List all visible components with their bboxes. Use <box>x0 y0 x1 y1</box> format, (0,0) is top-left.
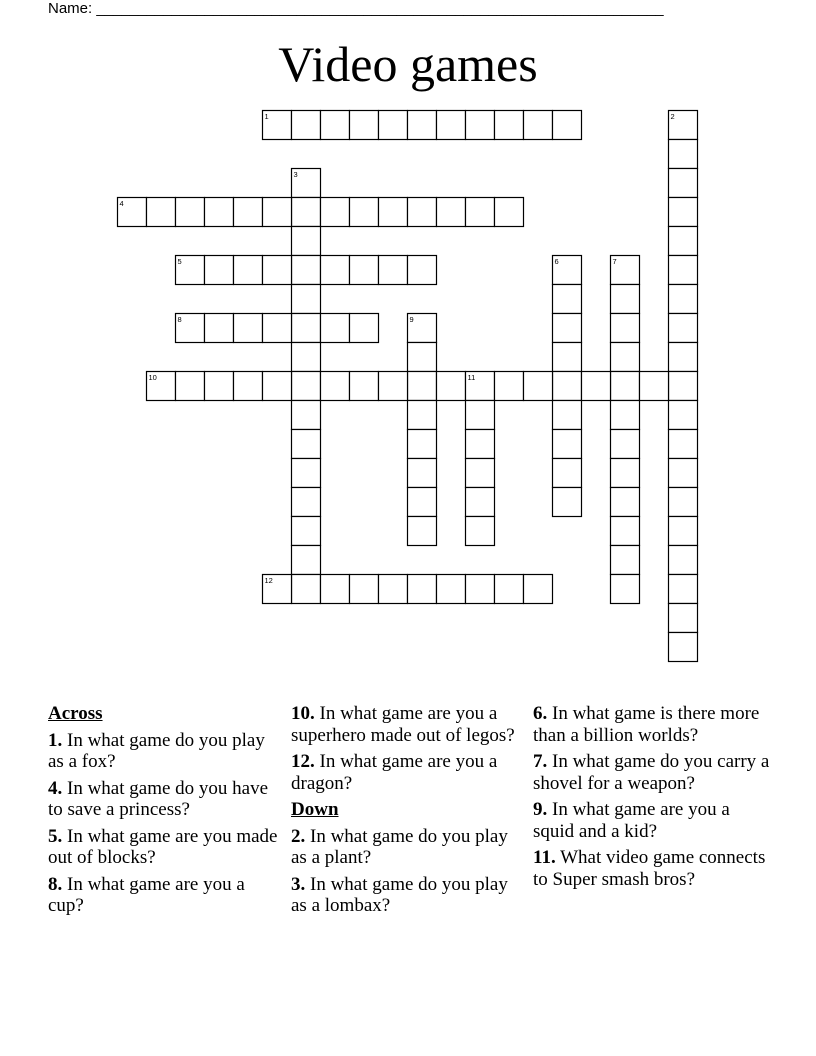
clue-across-12 <box>291 751 526 794</box>
grid-cell[interactable] <box>408 401 437 430</box>
cell-number: 3 <box>293 170 298 179</box>
grid-cell[interactable] <box>292 314 321 343</box>
grid-cell[interactable] <box>611 517 640 546</box>
grid-cell[interactable] <box>669 459 698 488</box>
grid-cell[interactable] <box>553 111 582 140</box>
clue-column-1 <box>48 703 283 922</box>
grid-cell[interactable] <box>466 401 495 430</box>
grid-cell[interactable] <box>147 198 176 227</box>
clue-text: In what game are you a squid and a kid? <box>533 799 730 842</box>
grid-cell[interactable] <box>466 488 495 517</box>
clue-text: In what game do you play as a fox? <box>48 729 265 772</box>
cell-number: 8 <box>177 315 182 324</box>
grid-cell[interactable] <box>350 198 379 227</box>
grid-cell[interactable] <box>379 111 408 140</box>
grid-cell[interactable] <box>234 198 263 227</box>
clue-text: In what game do you carry a shovel for a weapon? <box>533 751 770 794</box>
grid-cell[interactable] <box>524 372 553 401</box>
grid-cell[interactable] <box>466 517 495 546</box>
grid-cell[interactable] <box>495 575 524 604</box>
grid-cell[interactable] <box>466 198 495 227</box>
grid-cell[interactable] <box>234 314 263 343</box>
grid-cell[interactable] <box>263 198 292 227</box>
clue-text: In what game do you play as a plant? <box>291 825 508 868</box>
cell-number: 6 <box>554 257 559 266</box>
grid-cell[interactable] <box>611 459 640 488</box>
grid-cell[interactable] <box>408 372 437 401</box>
grid-cell[interactable] <box>669 575 698 604</box>
grid-cell[interactable] <box>553 430 582 459</box>
cell-number: 5 <box>177 257 182 266</box>
cell-number: 9 <box>409 315 414 324</box>
grid-cell[interactable] <box>553 314 582 343</box>
grid-cell[interactable] <box>321 314 350 343</box>
clue-across-4 <box>48 778 283 821</box>
grid-cell[interactable] <box>669 343 698 372</box>
grid-cell[interactable] <box>234 372 263 401</box>
grid-cell[interactable] <box>611 488 640 517</box>
grid-cell[interactable] <box>669 314 698 343</box>
grid-cell[interactable] <box>669 633 698 662</box>
grid-cell[interactable] <box>408 488 437 517</box>
grid-cell[interactable] <box>466 430 495 459</box>
grid-cell[interactable] <box>437 111 466 140</box>
grid-cell[interactable] <box>292 111 321 140</box>
grid-cell[interactable] <box>669 430 698 459</box>
grid-cell[interactable] <box>466 459 495 488</box>
cell-number: 4 <box>119 199 124 208</box>
grid-cell[interactable] <box>466 575 495 604</box>
grid-cell[interactable] <box>553 372 582 401</box>
grid-cell[interactable] <box>379 256 408 285</box>
grid-cell[interactable] <box>234 256 263 285</box>
grid-cell[interactable] <box>669 401 698 430</box>
clue-number: 2. <box>291 825 306 847</box>
grid-cell[interactable] <box>408 111 437 140</box>
clue-text: In what game is there more than a billion worlds? <box>533 703 760 746</box>
grid-cell[interactable] <box>553 343 582 372</box>
clue-number: 8. <box>48 873 63 895</box>
grid-cell[interactable] <box>292 372 321 401</box>
grid-cell[interactable] <box>292 256 321 285</box>
grid-cell[interactable] <box>408 575 437 604</box>
clue-text: In what game are you made out of blocks? <box>48 825 278 868</box>
grid-cell[interactable] <box>292 546 321 575</box>
grid-cell[interactable] <box>437 372 466 401</box>
grid-cell[interactable] <box>263 314 292 343</box>
grid-cell[interactable] <box>611 401 640 430</box>
cell-number: 10 <box>148 373 157 382</box>
clue-number: 6. <box>533 703 548 724</box>
clue-down-11 <box>533 847 773 890</box>
grid-cell[interactable] <box>611 372 640 401</box>
clue-text: In what game are you a cup? <box>48 873 245 916</box>
grid-cell[interactable] <box>176 372 205 401</box>
grid-cell[interactable] <box>408 517 437 546</box>
grid-cell[interactable] <box>582 372 611 401</box>
grid-cell[interactable] <box>292 430 321 459</box>
cell-number: 2 <box>670 112 675 121</box>
grid-cell[interactable] <box>379 198 408 227</box>
grid-cell[interactable] <box>321 256 350 285</box>
grid-cell[interactable] <box>437 575 466 604</box>
clue-down-9 <box>533 799 773 842</box>
grid-cell[interactable] <box>524 575 553 604</box>
grid-cell[interactable] <box>205 314 234 343</box>
grid-cell[interactable] <box>553 459 582 488</box>
grid-cell[interactable] <box>350 314 379 343</box>
grid-cell[interactable] <box>408 459 437 488</box>
grid-cell[interactable] <box>437 198 466 227</box>
grid-cell[interactable] <box>321 111 350 140</box>
grid-cell[interactable] <box>350 372 379 401</box>
grid-cell[interactable] <box>669 198 698 227</box>
cell-number: 12 <box>264 576 273 585</box>
grid-cell[interactable] <box>640 372 669 401</box>
grid-cell[interactable] <box>205 372 234 401</box>
clue-number: 9. <box>533 799 548 820</box>
grid-cell[interactable] <box>669 140 698 169</box>
grid-cell[interactable] <box>611 546 640 575</box>
grid-cell[interactable] <box>669 604 698 633</box>
grid-cell[interactable] <box>292 343 321 372</box>
grid-cell[interactable] <box>292 459 321 488</box>
grid-cell[interactable] <box>263 256 292 285</box>
grid-cell[interactable] <box>669 285 698 314</box>
grid-cell[interactable] <box>669 546 698 575</box>
grid-cell[interactable] <box>669 169 698 198</box>
grid-cell[interactable] <box>495 111 524 140</box>
clue-down-2 <box>291 826 526 869</box>
clue-number: 1. <box>48 729 63 751</box>
grid-cell[interactable] <box>321 372 350 401</box>
grid-cell[interactable] <box>524 111 553 140</box>
grid-cell[interactable] <box>611 285 640 314</box>
grid-cell[interactable] <box>292 575 321 604</box>
grid-cell[interactable] <box>292 517 321 546</box>
grid-cell[interactable] <box>292 198 321 227</box>
clue-across-1 <box>48 730 283 773</box>
grid-cell[interactable] <box>292 227 321 256</box>
grid-cell[interactable] <box>669 372 698 401</box>
grid-cell[interactable] <box>669 488 698 517</box>
grid-cell[interactable] <box>321 198 350 227</box>
grid-cell[interactable] <box>408 430 437 459</box>
grid-cell[interactable] <box>611 343 640 372</box>
cell-number: 7 <box>612 257 617 266</box>
grid-cell[interactable] <box>176 198 205 227</box>
clue-across-10 <box>291 703 526 746</box>
grid-cell[interactable] <box>350 111 379 140</box>
grid-cell[interactable] <box>553 401 582 430</box>
grid-cell[interactable] <box>205 198 234 227</box>
clue-column-3 <box>533 703 773 895</box>
grid-cell[interactable] <box>350 575 379 604</box>
clue-text: In what game are you a superhero made out of legos? <box>291 703 515 746</box>
grid-cell[interactable] <box>466 111 495 140</box>
clue-across-8 <box>48 874 283 917</box>
page-title: Video games <box>278 36 538 92</box>
grid-cell[interactable] <box>379 575 408 604</box>
grid-cell[interactable] <box>205 256 234 285</box>
clue-text: In what game do you play as a lombax? <box>291 873 508 916</box>
grid-cell[interactable] <box>408 343 437 372</box>
grid-cell[interactable] <box>350 256 379 285</box>
name-field-label: Name: ____________________________________________________________________ <box>48 0 664 17</box>
grid-cell[interactable] <box>611 575 640 604</box>
across-heading: Across <box>48 703 103 724</box>
grid-cell[interactable] <box>408 198 437 227</box>
cell-number: 11 <box>467 373 476 382</box>
grid-cell[interactable] <box>292 285 321 314</box>
clue-text: What video game connects to Super smash bros? <box>533 847 766 890</box>
grid-cell[interactable] <box>553 488 582 517</box>
clue-text: In what game are you a dragon? <box>291 751 498 794</box>
clue-column-2 <box>291 703 526 922</box>
grid-cell[interactable] <box>495 198 524 227</box>
grid-cell[interactable] <box>611 430 640 459</box>
grid-cell[interactable] <box>553 285 582 314</box>
grid-cell[interactable] <box>669 256 698 285</box>
grid-cell[interactable] <box>495 372 524 401</box>
grid-cell[interactable] <box>263 372 292 401</box>
clue-number: 5. <box>48 825 63 847</box>
down-heading: Down <box>291 799 339 820</box>
grid-cell[interactable] <box>292 401 321 430</box>
clue-text: In what game do you have to save a princess? <box>48 777 269 820</box>
clue-down-7 <box>533 751 773 794</box>
clue-across-5 <box>48 826 283 869</box>
clue-down-3 <box>291 874 526 917</box>
clue-down-6 <box>533 703 773 746</box>
grid-cell[interactable] <box>292 488 321 517</box>
grid-cell[interactable] <box>408 256 437 285</box>
clue-number: 3. <box>291 873 306 895</box>
clue-number: 10. <box>291 703 315 724</box>
grid-cell[interactable] <box>611 314 640 343</box>
clue-number: 7. <box>533 751 548 772</box>
grid-cell[interactable] <box>669 227 698 256</box>
clue-number: 12. <box>291 751 315 772</box>
clue-number: 11. <box>533 847 556 868</box>
cell-number: 1 <box>264 112 269 121</box>
clue-number: 4. <box>48 777 63 799</box>
grid-cell[interactable] <box>321 575 350 604</box>
grid-cell[interactable] <box>379 372 408 401</box>
grid-cell[interactable] <box>669 517 698 546</box>
